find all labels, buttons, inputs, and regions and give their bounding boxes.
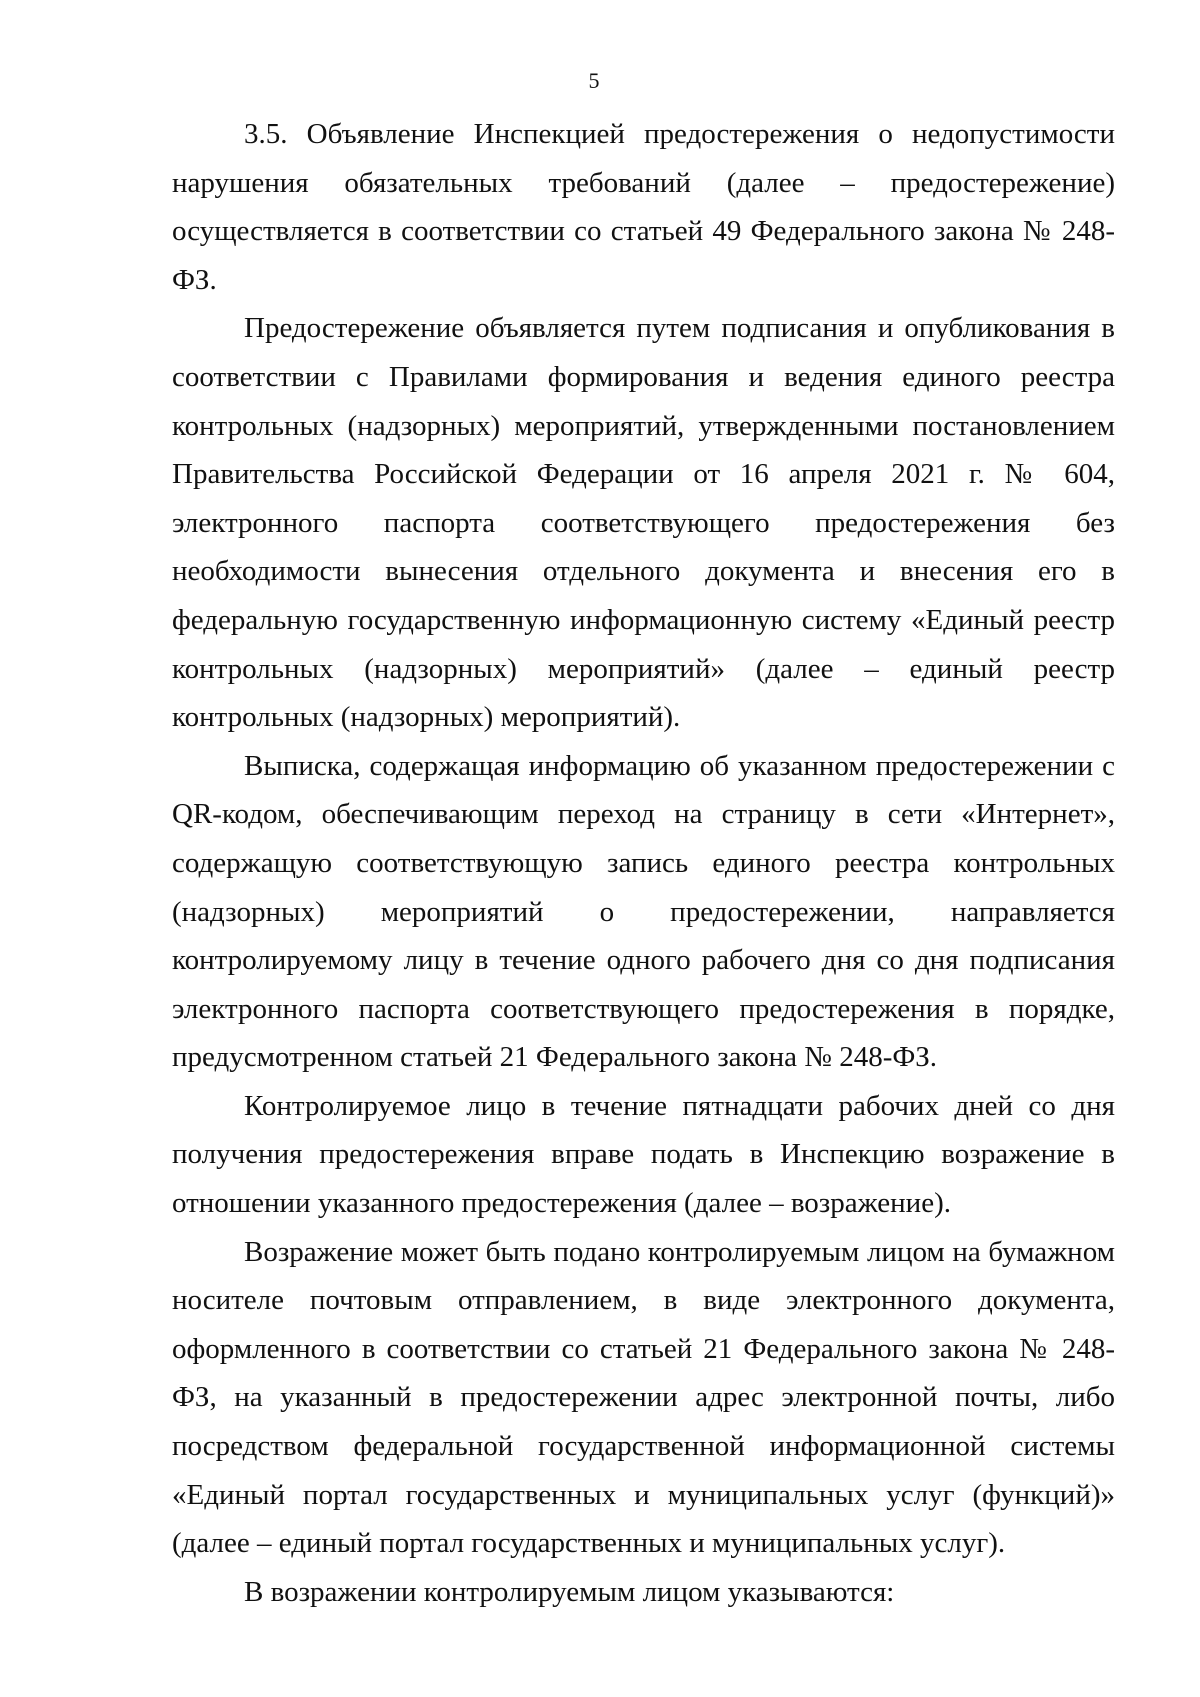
paragraph-warning-announcement: 3.5. Объявление Инспекцией предостережения о недопустимости нарушения обязательных требований (далее – предостережение) осуществляется в соответствии со статьей 49 Федерального закона № 248-ФЗ. <box>172 118 1115 296</box>
page-number: 5 <box>588 68 600 93</box>
paragraph-extract-qr: Выписка, содержащая информацию об указанном предостережении с QR-кодом, обеспечивающим переход на страницу в сети «Интернет», содержащую соответствующую запись единого реестра контрольных (надзорных) мероприятий о предостережении, направляется контролируемому лицу в течение одного рабочего дня со дня подписания электронного паспорта соответствующего предостережения в порядке, предусмотренном статьей 21 Федерального закона № 248-ФЗ. <box>172 749 1115 1074</box>
paragraph-objection-submission: Возражение может быть подано контролируемым лицом на бумажном носителе почтовым отправлением, в виде электронного документа, оформленного в соответствии со статьей 21 Федерального закона № 248-ФЗ, на указанный в предостережении адрес электронной почты, либо посредством федеральной государственной информационной системы «Единый портал государственных и муниципальных услуг (функций)» (далее – единый портал государственных и муниципальных услуг). <box>172 1235 1115 1560</box>
paragraph-warning-procedure: Предостережение объявляется путем подписания и опубликования в соответствии с Правилами формирования и ведения единого реестра контрольных (надзорных) мероприятий, утвержденными постановлением Правительства Российской Федерации от 16 апреля 2021 г. № 604, электронного паспорта соответствующего предостережения без необходимости вынесения отдельного документа и внесения его в федеральную государственную информационную систему «Единый реестр контрольных (надзорных) мероприятий» (далее – единый реестр контрольных (надзорных) мероприятий). <box>172 312 1115 734</box>
paragraph-objection-deadline: Контролируемое лицо в течение пятнадцати рабочих дней со дня получения предостережения вправе подать в Инспекцию возражение в отношении указанного предостережения (далее – возражение). <box>172 1089 1115 1220</box>
document-body <box>172 110 1115 1616</box>
paragraph-objection-contents: В возражении контролируемым лицом указываются: <box>244 1575 895 1608</box>
